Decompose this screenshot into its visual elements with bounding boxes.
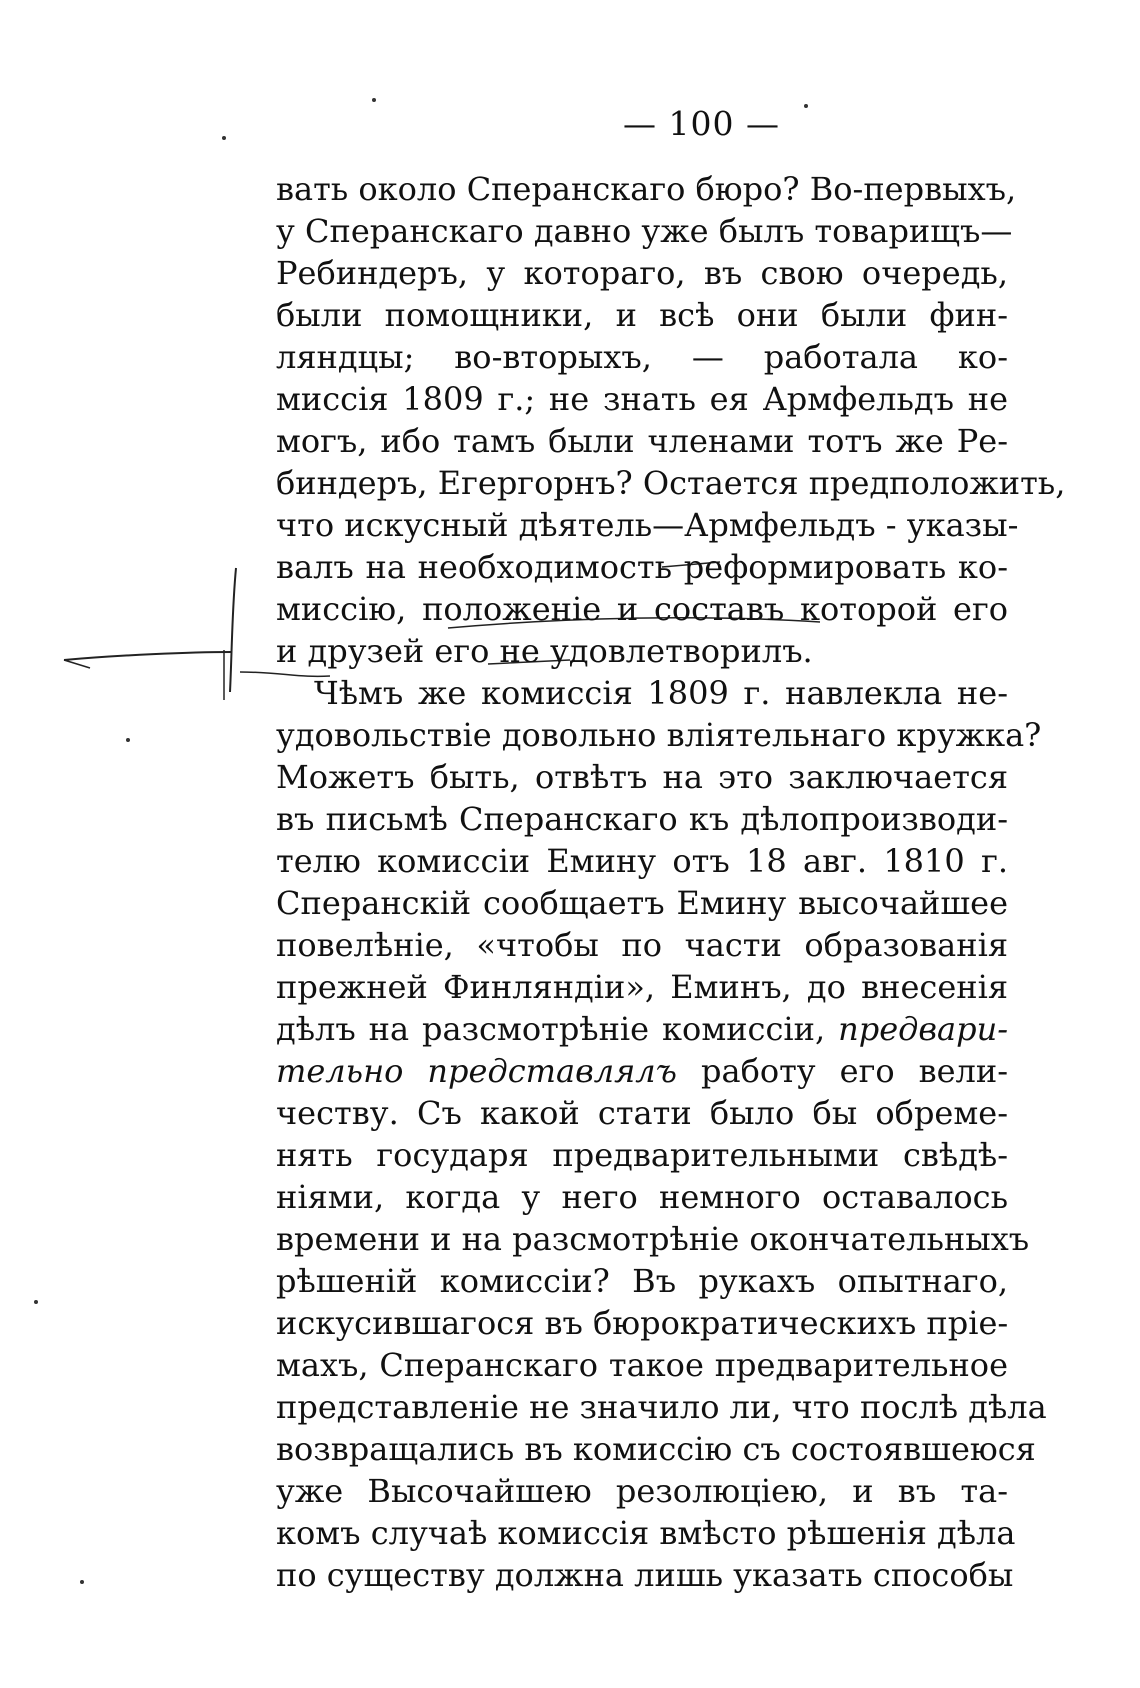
text-line: комъ случаѣ комиссія вмѣсто рѣшенія дѣла bbox=[276, 1514, 1016, 1552]
text-line: времени и на разсмотрѣніе окончательныхъ bbox=[276, 1220, 1030, 1258]
text-line: телю комиссіи Емину отъ 18 авг. 1810 г. bbox=[276, 842, 1008, 880]
italic-segment: тельно представлялъ bbox=[276, 1052, 677, 1090]
ink-speck bbox=[126, 738, 130, 742]
ink-speck bbox=[80, 1580, 84, 1584]
text-line: ніями, когда у него немного оставалось bbox=[276, 1178, 1008, 1216]
text-line: миссія 1809 г.; не знать ея Армфельдъ не bbox=[276, 380, 1008, 418]
text-line: валъ на необходимость реформировать ко- bbox=[276, 548, 1008, 586]
ink-speck bbox=[372, 98, 376, 102]
text-line-mixed bbox=[276, 1050, 1008, 1092]
text-line: Можетъ быть, отвѣтъ на это заключается bbox=[276, 758, 1008, 796]
ink-speck bbox=[34, 1300, 38, 1304]
italic-segment: предвари- bbox=[838, 1010, 1009, 1048]
text-line: и друзей его не удовлетворилъ. bbox=[276, 632, 813, 670]
text-line: честву. Съ какой стати было бы обреме- bbox=[276, 1094, 1008, 1132]
text-line: были помощники, и всѣ они были фин- bbox=[276, 296, 1008, 334]
text-line: искусившагося въ бюрократическихъ пріе- bbox=[276, 1304, 1009, 1342]
text-line: Сперанскій сообщаетъ Емину высочайшее bbox=[276, 884, 1008, 922]
text-line: по существу должна лишь указать способы bbox=[276, 1556, 1014, 1594]
text-line: уже Высочайшею резолюціею, и въ та- bbox=[276, 1472, 1008, 1510]
text-line: махъ, Сперанскаго такое предварительное bbox=[276, 1346, 1008, 1384]
text-line: повелѣніе, «чтобы по части образованія bbox=[276, 926, 1008, 964]
text-line-mixed bbox=[276, 1008, 1008, 1050]
text-line: прежней Финляндіи», Еминъ, до внесенія bbox=[276, 968, 1008, 1006]
text-line: ляндцы; во-вторыхъ, — работала ко- bbox=[276, 338, 1008, 376]
text-line: Ребиндеръ, у котораго, въ свою очередь, bbox=[276, 254, 1008, 292]
text-line: въ письмѣ Сперанскаго къ дѣлопроизводи- bbox=[276, 800, 1008, 838]
text-line: могъ, ибо тамъ были членами тотъ же Ре- bbox=[276, 422, 1008, 460]
text-line: миссію, положеніе и составъ которой его bbox=[276, 590, 1008, 628]
text-line: биндеръ, Егергорнъ? Остается предположить, bbox=[276, 464, 1066, 502]
text-segment: работу его вели- bbox=[701, 1052, 1009, 1090]
text-line: вать около Сперанскаго бюро? Во-первыхъ, bbox=[276, 170, 1017, 208]
paragraph-start-line: Чѣмъ же комиссія 1809 г. навлекла не- bbox=[314, 674, 1008, 712]
text-line: что искусный дѣятель—Армфельдъ - указы- bbox=[276, 506, 1019, 544]
text-segment: дѣлъ на разсмотрѣніе комиссіи, bbox=[276, 1010, 826, 1048]
text-line: у Сперанскаго давно уже былъ товарищъ— bbox=[276, 212, 1013, 250]
text-line: нять государя предварительными свѣдѣ- bbox=[276, 1136, 1008, 1174]
text-line: представленіе не значило ли, что послѣ дѣла bbox=[276, 1388, 1047, 1426]
text-line: возвращались въ комиссію съ состоявшеюся bbox=[276, 1430, 1036, 1468]
ink-speck bbox=[804, 104, 808, 108]
text-line: удовольствіе довольно вліятельнаго кружка? bbox=[276, 716, 1042, 754]
page-number: — 100 — bbox=[623, 104, 780, 143]
text-line: рѣшеній комиссіи? Въ рукахъ опытнаго, bbox=[276, 1262, 1008, 1300]
body-text bbox=[276, 168, 1066, 1596]
